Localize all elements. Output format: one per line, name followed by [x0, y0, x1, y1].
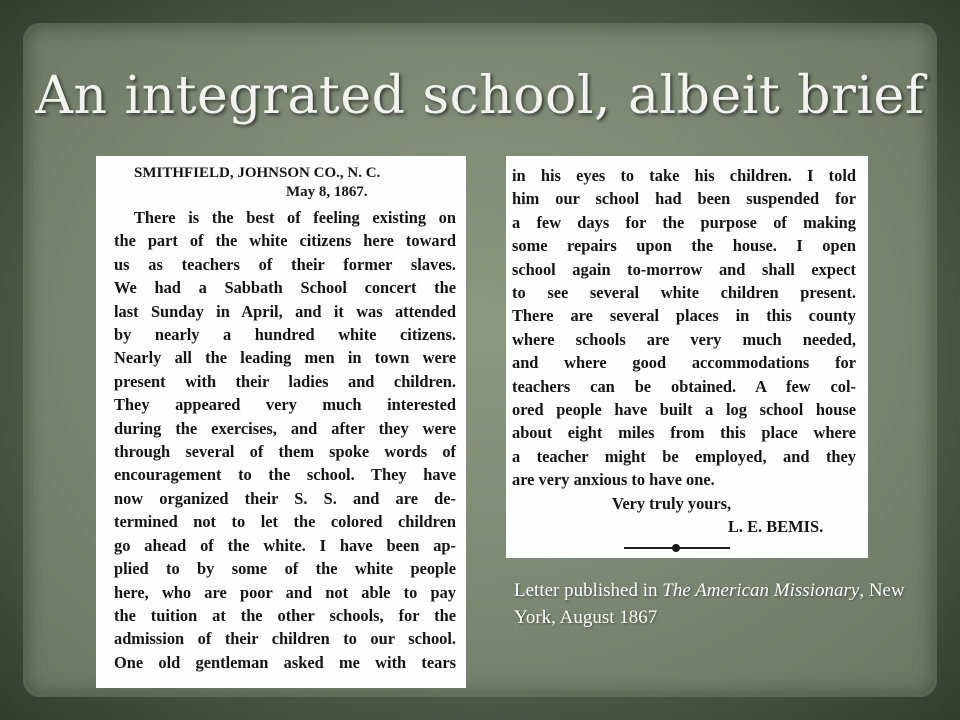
- clipping-dateline-place: SMITHFIELD, JOHNSON CO., N. C.: [134, 165, 381, 181]
- clipping-line: a few days for the purpose of making: [512, 212, 856, 232]
- clipping-line: by nearly a hundred white citizens.: [114, 325, 456, 345]
- clipping-line: the tuition at the other schools, for the: [114, 605, 456, 625]
- clipping-line: teachers can be obtained. A few col-: [512, 376, 856, 396]
- newspaper-clipping-right: [506, 156, 868, 558]
- clipping-line: in his eyes to take his children. I told: [512, 166, 856, 185]
- clipping-line: They appeared very much interested: [114, 395, 456, 415]
- clipping-line: Nearly all the leading men in town were: [114, 348, 456, 368]
- clipping-line: a teacher might be employed, and they: [512, 446, 856, 466]
- clipping-line: about eight miles from this place where: [512, 423, 856, 443]
- letter-closing: Very truly yours,: [612, 493, 732, 513]
- clipping-line: admission of their children to our school.: [114, 629, 456, 649]
- clipping-line: now organized their S. S. and are de-: [114, 488, 456, 508]
- clipping-line: We had a Sabbath School concert the: [114, 278, 456, 298]
- clipping-line: school again to-morrow and shall expect: [512, 259, 856, 279]
- caption-suffix: , New York, August 1867: [514, 580, 905, 628]
- clipping-line: during the exercises, and after they were: [114, 418, 456, 438]
- clipping-line: the part of the white citizens here toward: [114, 231, 456, 251]
- clipping-line: us as teachers of their former slaves.: [114, 254, 456, 274]
- clipping-dateline-date: May 8, 1867.: [286, 184, 368, 200]
- clipping-line: One old gentleman asked me with tears: [114, 652, 456, 672]
- ornamental-rule-dot: [672, 544, 680, 552]
- clipping-line: go ahead of the white. I have been ap-: [114, 535, 456, 555]
- letter-signature: L. E. BEMIS.: [728, 517, 824, 537]
- clipping-line: There is the best of feeling existing on: [134, 208, 456, 227]
- clipping-line: some repairs upon the house. I open: [512, 236, 856, 256]
- clipping-line: encouragement to the school. They have: [114, 465, 456, 485]
- clipping-line: here, who are poor and not able to pay: [114, 582, 456, 602]
- clipping-line: ored people have built a log school house: [512, 400, 856, 420]
- clipping-line: him our school had been suspended for: [512, 189, 856, 209]
- caption-prefix: Letter published in: [514, 580, 658, 601]
- clipping-line: and where good accommodations for: [512, 353, 856, 373]
- clipping-line: There are several places in this county: [512, 306, 856, 326]
- clipping-line: to see several white children present.: [512, 283, 856, 303]
- clipping-line: termined not to let the colored children: [114, 512, 456, 532]
- image-caption: [514, 577, 914, 631]
- clipping-line: through several of them spoke words of: [114, 442, 456, 462]
- clipping-line: where schools are very much needed,: [512, 329, 856, 349]
- clipping-line: last Sunday in April, and it was attended: [114, 301, 456, 321]
- slide-title: An integrated school, albeit brief: [35, 66, 925, 126]
- caption-publication: The American Missionary: [662, 580, 860, 601]
- newspaper-clipping-left: [96, 156, 466, 688]
- clipping-line: present with their ladies and children.: [114, 371, 456, 391]
- clipping-line: plied to by some of the white people: [114, 559, 456, 579]
- clipping-line: are very anxious to have one.: [512, 470, 715, 490]
